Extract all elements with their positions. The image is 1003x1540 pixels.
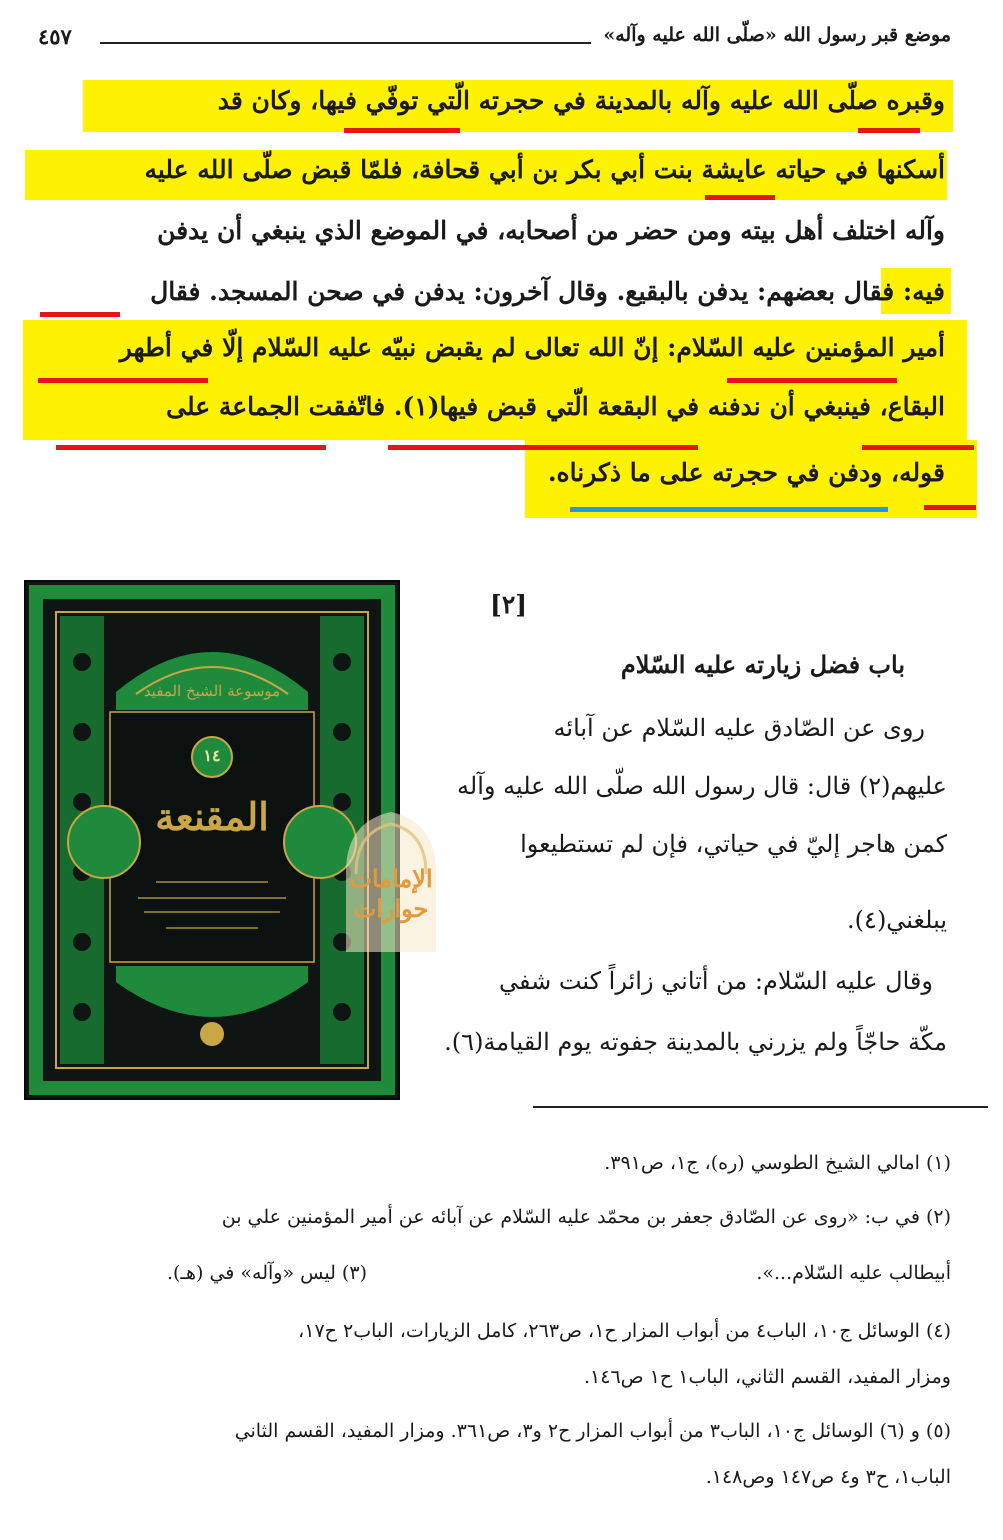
text-line: يبلغني(٤). — [847, 906, 947, 934]
footnote: (١) امالي الشيخ الطوسي (ره)، ج١، ص٣٩١. — [604, 1152, 951, 1174]
chapter-title: باب فضل زيارته عليه السّلام — [620, 650, 905, 679]
text-line: قوله، ودفن في حجرته على ما ذكرناه. — [547, 458, 945, 487]
text-line: وآله اختلف أهل بيته ومن حضر من أصحابه، في الموضع الذي ينبغي أن يدفن — [157, 216, 945, 245]
text-line: عليهم(٢) قال: قال رسول الله صلّى الله عليه وآله — [457, 772, 947, 800]
red-underline — [858, 128, 920, 133]
running-header-title: موضع قبر رسول الله «صلّى الله عليه وآله» — [603, 24, 951, 46]
text-line: أسكنها في حياته عايشة بنت أبي بكر بن أبي قحافة، فلمّا قبض صلّى الله عليه — [144, 155, 945, 184]
footnote: أبيطالب عليه السّلام...». — [756, 1262, 951, 1284]
footnote: (٢) في ب: «روى عن الصّادق جعفر بن محمّد عليه السّلام عن آبائه عن أمير المؤمنين علي بن — [221, 1206, 951, 1228]
footnote: الباب١، ح٣ و٤ ص١٤٧ وص١٤٨. — [705, 1466, 951, 1488]
footnote: (٤) الوسائل ج١٠، الباب٤ من أبواب المزار ح١، ص٢٦٣، كامل الزيارات، الباب٢ ح١٧، — [298, 1320, 951, 1342]
text-line: وقبره صلّى الله عليه وآله بالمدينة في حجرته الّتي توفّي فيها، وكان قد — [217, 86, 945, 115]
red-underline — [862, 445, 974, 450]
red-underline — [388, 445, 698, 450]
red-underline — [40, 312, 120, 317]
cover-title: المقنعة — [155, 794, 269, 839]
red-underline — [56, 445, 326, 450]
red-underline — [38, 378, 208, 383]
text-line: وقال عليه السّلام: من أتاني زائراً كنت شفي — [498, 967, 933, 995]
red-underline — [924, 505, 976, 510]
footnote: (٥) و (٦) الوسائل ج١٠، الباب٣ من أبواب المزار ح٢ و٣، ص٣٦١. ومزار المفيد، القسم الثاني — [234, 1420, 951, 1442]
book-cover-image — [24, 580, 433, 1100]
text-line: أمير المؤمنين عليه السّلام: إنّ الله تعالى لم يقبض نبيّه عليه السّلام إلّا في أطهر — [119, 333, 945, 362]
watermark-logo — [326, 802, 456, 962]
red-underline — [344, 128, 460, 133]
text-line: فيه: فقال بعضهم: يدفن بالبقيع. وقال آخرون: يدفن في صحن المسجد. فقال — [150, 277, 945, 306]
text-line: روى عن الصّادق عليه السّلام عن آبائه — [553, 714, 925, 742]
red-underline — [705, 195, 775, 200]
cover-volume-number: ١٤ — [203, 746, 221, 765]
footnote: (٣) ليس «وآله» في (هـ). — [166, 1262, 367, 1284]
red-underline — [727, 378, 897, 383]
watermark-text: الإمامات حوارات — [349, 864, 433, 923]
text-line: كمن هاجر إليّ في حياتي، فإن لم تستطيعوا — [520, 830, 947, 858]
text-line: مكّة حاجّاً ولم يزرني بالمدينة جفوته يوم القيامة(٦). — [444, 1028, 947, 1056]
header-rule — [100, 42, 591, 44]
section-number: [٢] — [490, 590, 528, 619]
page-number: ٤٥٧ — [38, 24, 72, 49]
text-line: البقاع، فينبغي أن ندفنه في البقعة الّتي قبض فيها(١). فاتّفقت الجماعة على — [166, 392, 945, 421]
cover-series-label: موسوعة الشيخ المفيد — [143, 682, 281, 700]
footnote-rule — [533, 1106, 988, 1108]
blue-underline — [570, 507, 888, 512]
footnote: ومزار المفيد، القسم الثاني، الباب١ ح١ ص١٤٦. — [584, 1366, 951, 1388]
